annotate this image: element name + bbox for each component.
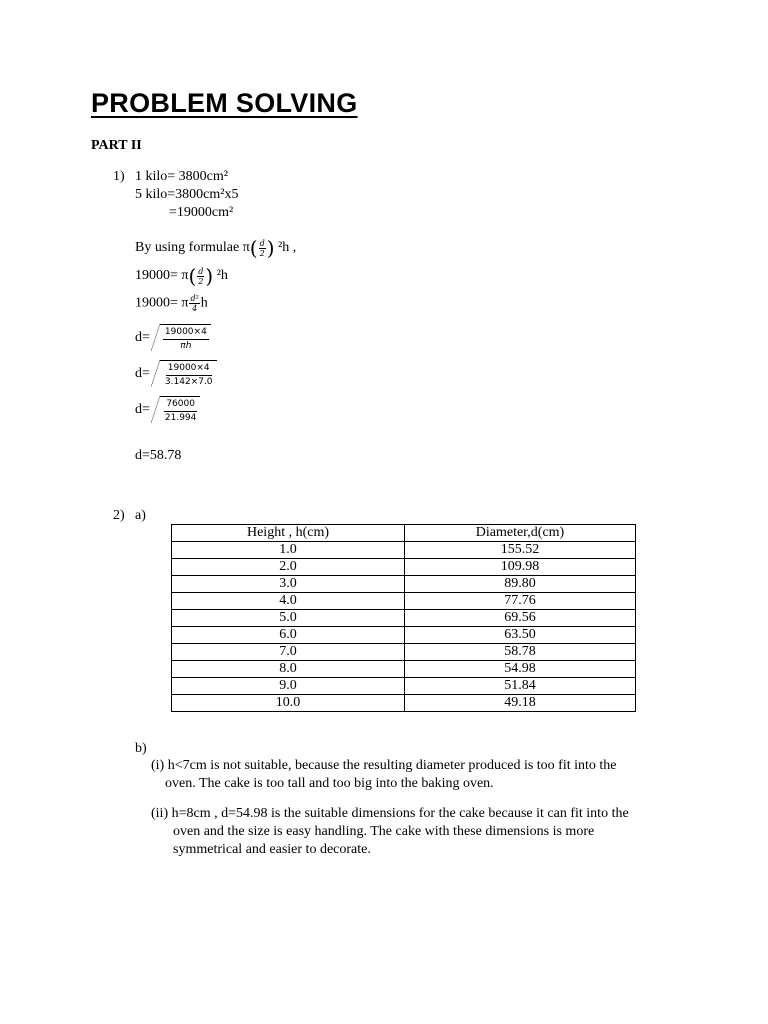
- diameter-cell: 89.80: [405, 576, 636, 593]
- result-line: d=58.78: [135, 448, 182, 463]
- column-header-diameter: Diameter,d(cm): [405, 525, 636, 542]
- height-cell: 7.0: [172, 644, 405, 661]
- diameter-cell: 58.78: [405, 644, 636, 661]
- sqrt-step-3: [135, 396, 200, 424]
- table-row: [172, 644, 636, 661]
- height-cell: 5.0: [172, 610, 405, 627]
- diameter-cell: 49.18: [405, 695, 636, 712]
- answer-ii-line-1: (ii) h=8cm , d=54.98 is the suitable dimensions for the cake because it can fit into the: [151, 806, 629, 821]
- equation-2-left: 19000= π: [135, 295, 189, 311]
- answer-ii-line-2: oven and the size is easy handling. The cake with these dimensions is more: [173, 824, 595, 839]
- d-label: d=: [135, 366, 150, 381]
- table-row: [172, 678, 636, 695]
- answer-ii-line-3: symmetrical and easier to decorate.: [173, 842, 371, 857]
- question-2-number: 2): [113, 508, 125, 523]
- conversion-line-1: 1 kilo= 3800cm²: [135, 169, 228, 184]
- equation-1: 19000= π( $\frac{d}{2}$ ) ²h: [135, 264, 228, 288]
- table-row: [172, 695, 636, 712]
- sqrt-2-denominator: 3.142×7.0: [164, 377, 213, 387]
- diameter-cell: 109.98: [405, 559, 636, 576]
- fraction-d-over-2: $\frac{d}{2}$: [259, 238, 265, 258]
- table-row: [172, 627, 636, 644]
- equation-2: [135, 294, 208, 313]
- sqrt-3-denominator: 21.994: [164, 413, 197, 423]
- part-b-label: b): [135, 741, 147, 756]
- page-title: PROBLEM SOLVING: [91, 88, 358, 118]
- table-header-row: [172, 525, 636, 542]
- formula-line: By using formulae π( $\frac{d}{2}$ ) ²h ,: [135, 236, 297, 260]
- table-row: [172, 593, 636, 610]
- formula-tail: ²h ,: [278, 240, 297, 256]
- fraction-d-over-2: $\frac{d}{2}$: [198, 266, 204, 286]
- formula-intro: By using formulae π: [135, 240, 250, 256]
- square-root-symbol: [160, 396, 201, 424]
- sqrt-1-numerator: 19000×4: [163, 327, 209, 340]
- answer-i-line-2: oven. The cake is too tall and too big into the baking oven.: [165, 776, 494, 791]
- table-row: [172, 661, 636, 678]
- height-diameter-table: [171, 524, 636, 712]
- diameter-cell: 63.50: [405, 627, 636, 644]
- table-row: [172, 576, 636, 593]
- sqrt-step-1: [135, 324, 211, 352]
- conversion-line-3: =19000cm²: [169, 205, 234, 220]
- answer-i-line-1: (i) h<7cm is not suitable, because the resulting diameter produced is too fit into the: [151, 758, 617, 773]
- d-label: d=: [135, 330, 150, 345]
- diameter-cell: 155.52: [405, 542, 636, 559]
- table-row: [172, 542, 636, 559]
- height-cell: 10.0: [172, 695, 405, 712]
- diameter-cell: 51.84: [405, 678, 636, 695]
- sqrt-step-2: [135, 360, 217, 388]
- column-header-height: Height , h(cm): [172, 525, 405, 542]
- square-root-symbol: [160, 360, 217, 388]
- height-cell: 1.0: [172, 542, 405, 559]
- table-row: [172, 559, 636, 576]
- question-1-number: 1): [113, 169, 125, 184]
- sqrt-2-numerator: 19000×4: [166, 363, 212, 376]
- equation-1-tail: ²h: [216, 268, 228, 284]
- height-cell: 9.0: [172, 678, 405, 695]
- equation-2-tail: h: [200, 295, 208, 311]
- sqrt-1-denominator: πh: [180, 341, 192, 351]
- fraction-d-squared-over-4: $\frac{\text{d²}}{4}$: [190, 294, 199, 313]
- height-cell: 8.0: [172, 661, 405, 678]
- diameter-cell: 69.56: [405, 610, 636, 627]
- table-row: [172, 610, 636, 627]
- height-cell: 4.0: [172, 593, 405, 610]
- diameter-cell: 77.76: [405, 593, 636, 610]
- d-label: d=: [135, 402, 150, 417]
- square-root-symbol: [160, 324, 211, 352]
- part-a-label: a): [135, 508, 146, 523]
- height-cell: 2.0: [172, 559, 405, 576]
- sqrt-3-numerator: 76000: [164, 399, 197, 412]
- section-heading: PART II: [91, 138, 142, 153]
- equation-1-left: 19000= π: [135, 268, 189, 284]
- height-cell: 6.0: [172, 627, 405, 644]
- conversion-line-2: 5 kilo=3800cm²x5: [135, 187, 239, 202]
- diameter-cell: 54.98: [405, 661, 636, 678]
- height-cell: 3.0: [172, 576, 405, 593]
